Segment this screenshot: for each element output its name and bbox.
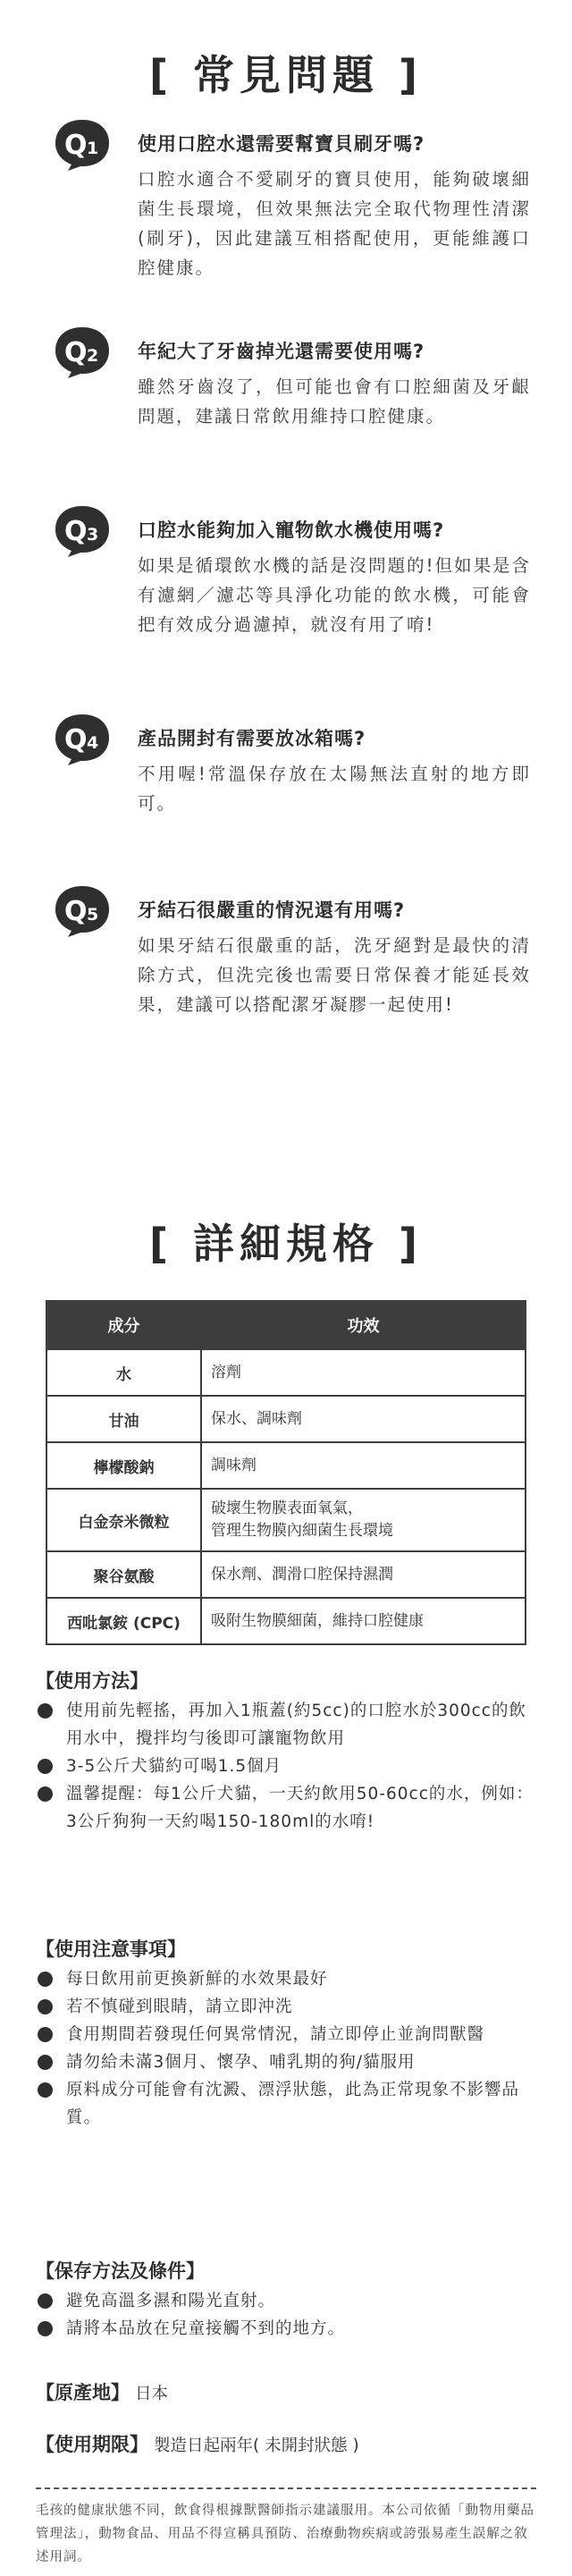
svg-text:Q: Q — [64, 337, 88, 368]
q-badge-icon — [52, 883, 113, 938]
faq-question: 口腔水能夠加入寵物飲水機使用嗎? — [138, 519, 445, 541]
bullet-icon — [38, 2027, 53, 2042]
svg-text:Q: Q — [64, 896, 88, 927]
effect-cell: 調味劑 — [201, 1442, 526, 1489]
bullet-icon — [38, 2293, 53, 2309]
svg-text:Q: Q — [64, 516, 88, 547]
faq-answer: 不用喔!常溫保存放在太陽無法直射的地方即可。 — [138, 764, 531, 814]
expiry-value: 製造日起兩年( 未開封狀態 ) — [154, 2437, 359, 2455]
expiry-row — [36, 2430, 359, 2457]
table-header-effect: 功效 — [201, 1301, 526, 1349]
list-item: 使用前先輕搖，再加入1瓶蓋(約5cc)的口腔水於300cc的飲用水中，攪拌均勻後即可讓寵物飲用 — [36, 1697, 536, 1753]
faq-question: 產品開封有需要放冰箱嗎? — [138, 728, 366, 749]
origin-value: 日本 — [135, 2385, 169, 2403]
bullet-icon — [38, 1759, 53, 1774]
bullet-icon — [38, 1999, 53, 2014]
q-badge-icon — [52, 324, 113, 379]
bullet-icon — [38, 1703, 53, 1719]
table-row — [46, 1551, 526, 1598]
ingredient-cell: 聚谷氨酸 — [46, 1551, 201, 1598]
q-number: 3 — [87, 525, 99, 545]
ingredient-cell: 水 — [46, 1349, 201, 1396]
precautions-section — [36, 1933, 536, 2132]
faq-section-title: [ 常見問題 ] — [148, 51, 424, 99]
effect-cell — [201, 1489, 526, 1551]
effect-line: 管理生物膜內細菌生長環境 — [211, 1522, 393, 1540]
table-row — [46, 1489, 526, 1551]
spec-section-title: [ 詳細規格 ] — [148, 1220, 424, 1268]
table-header-ingredient: 成分 — [46, 1301, 201, 1349]
q-number: 4 — [87, 733, 99, 753]
disclaimer: 毛孩的健康狀態不同，飲食得根據獸醫師指示建議服用。本公司依循「動物用藥品管理法」，動物食品、用品不得宣稱具預防、治療動物疾病或誇張易產生誤解之敘述用詞。 — [36, 2504, 534, 2564]
faq-answer: 口腔水適合不愛刷牙的寶貝使用，能夠破壞細菌生長環境，但效果無法完全取代物理性清潔(刷牙)，因此建議互相搭配使用，更能維護口腔健康。 — [138, 169, 531, 278]
svg-text:Q: Q — [64, 130, 88, 161]
origin-label: 【原產地】 — [36, 2382, 130, 2403]
list-item: 原料成分可能會有沈澱、漂浮狀態，此為正常現象不影響品質。 — [36, 2076, 536, 2132]
ingredient-cell: 西吡氯銨 (CPC) — [46, 1598, 201, 1644]
ingredient-cell: 白金奈米微粒 — [46, 1489, 201, 1551]
storage-heading: 【保存方法及條件】 — [36, 2260, 205, 2282]
q-number: 1 — [87, 139, 99, 158]
origin-row — [36, 2378, 168, 2405]
usage-section — [36, 1665, 536, 1836]
bullet-icon — [38, 2321, 53, 2336]
table-row — [46, 1598, 526, 1644]
faq-question: 年紀大了牙齒掉光還需要使用嗎? — [138, 341, 425, 362]
bullet-icon — [38, 2082, 53, 2098]
effect-cell: 保水劑、潤滑口腔保持濕潤 — [201, 1551, 526, 1598]
effect-cell: 吸附生物膜細菌，維持口腔健康 — [201, 1598, 526, 1644]
list-item: 請勿給未滿3個月、懷孕、哺乳期的狗/貓服用 — [36, 2048, 536, 2076]
q-badge-icon — [52, 711, 113, 766]
effect-cell: 溶劑 — [201, 1349, 526, 1396]
list-item: 若不慎碰到眼睛，請立即沖洗 — [36, 1993, 536, 2021]
spec-table — [46, 1300, 526, 1645]
faq-question: 使用口腔水還需要幫寶貝刷牙嗎? — [138, 133, 425, 155]
ingredient-cell: 檸檬酸鈉 — [46, 1442, 201, 1489]
list-item: 請將本品放在兒童接觸不到的地方。 — [36, 2315, 536, 2343]
list-item: 避免高溫多濕和陽光直射。 — [36, 2287, 536, 2315]
expiry-label: 【使用期限】 — [36, 2434, 148, 2455]
faq-answer: 如果是循環飲水機的話是沒問題的!但如果是含有濾網／濾芯等具淨化功能的飲水機，可能會把有效成分過濾掉，就沒有用了唷! — [138, 555, 531, 635]
bullet-icon — [38, 2055, 53, 2070]
divider — [36, 2487, 536, 2489]
bullet-icon — [38, 1972, 53, 1987]
q-badge-icon — [52, 503, 113, 558]
storage-section — [36, 2255, 536, 2343]
table-row — [46, 1396, 526, 1442]
list-item: 每日飲用前更換新鮮的水效果最好 — [36, 1965, 536, 1993]
list-item: 溫馨提醒：每1公斤犬貓，一天約飲用50-60cc的水，例如：3公斤狗狗一天約喝150-180ml的水唷! — [36, 1780, 536, 1836]
usage-heading: 【使用方法】 — [36, 1670, 148, 1692]
faq-answer: 如果牙結石很嚴重的話，洗牙絕對是最快的清除方式，但洗完後也需要日常保養才能延長效果，建議可以搭配潔牙凝膠一起使用! — [138, 935, 531, 1015]
table-row — [46, 1442, 526, 1489]
table-row — [46, 1349, 526, 1396]
faq-question: 牙結石很嚴重的情況還有用嗎? — [138, 899, 406, 921]
effect-line: 破壞生物膜表面氧氣， — [211, 1499, 363, 1517]
list-item: 3-5公斤犬貓約可喝1.5個月 — [36, 1753, 536, 1780]
bullet-icon — [38, 1786, 53, 1802]
svg-text:Q: Q — [64, 724, 88, 756]
q-number: 5 — [87, 905, 99, 925]
effect-cell: 保水、調味劑 — [201, 1396, 526, 1442]
list-item: 食用期間若發現任何異常情況，請立即停止並詢問獸醫 — [36, 2021, 536, 2048]
q-number: 2 — [87, 346, 99, 366]
faq-answer: 雖然牙齒沒了，但可能也會有口腔細菌及牙齦問題，建議日常飲用維持口腔健康。 — [138, 376, 531, 427]
q-badge-icon — [52, 116, 113, 172]
ingredient-cell: 甘油 — [46, 1396, 201, 1442]
precautions-heading: 【使用注意事項】 — [36, 1938, 186, 1960]
